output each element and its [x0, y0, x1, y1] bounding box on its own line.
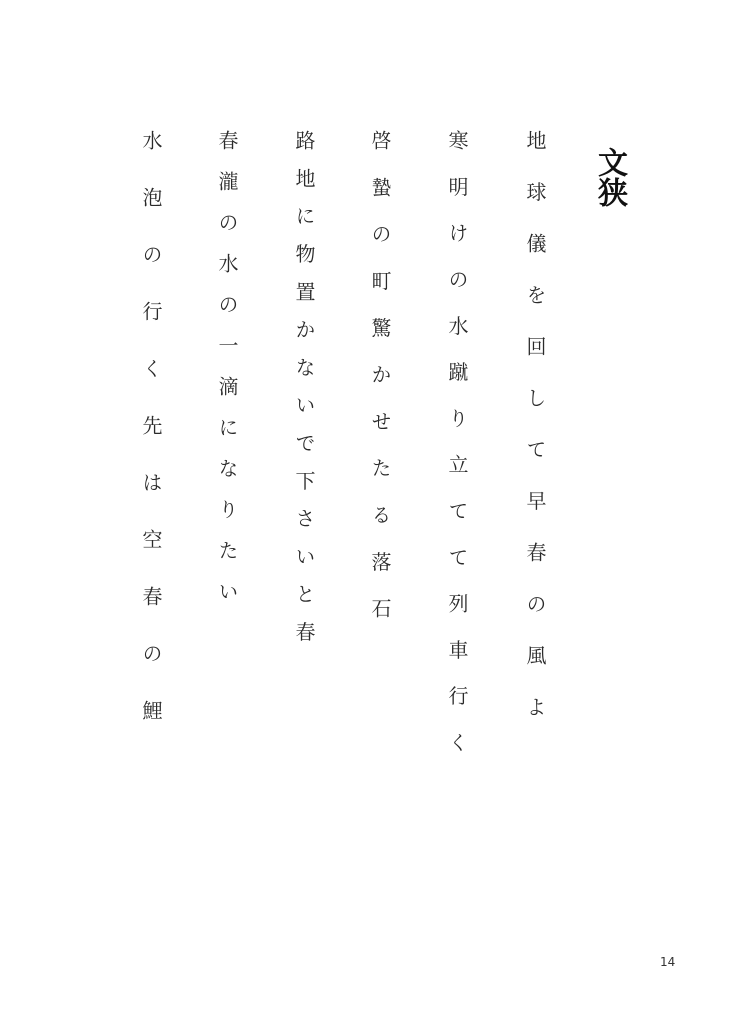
poem-line-2: 寒明けの水蹴り立てて列車行く — [445, 130, 469, 779]
poem-line-1: 地球儀を回して早春の風よ — [523, 130, 547, 748]
poem-title: 文狭 — [592, 147, 627, 207]
poem-line-4: 路地に物置かないで下さいと春 — [292, 130, 316, 660]
poem-line-3: 啓蟄の町驚かせたる落石 — [368, 130, 392, 645]
poem-line-6: 水泡の行く先は空春の鯉 — [139, 130, 163, 757]
page-number: 14 — [660, 955, 676, 969]
poem-line-5: 春瀧の水の一滴になりたい — [215, 130, 239, 622]
